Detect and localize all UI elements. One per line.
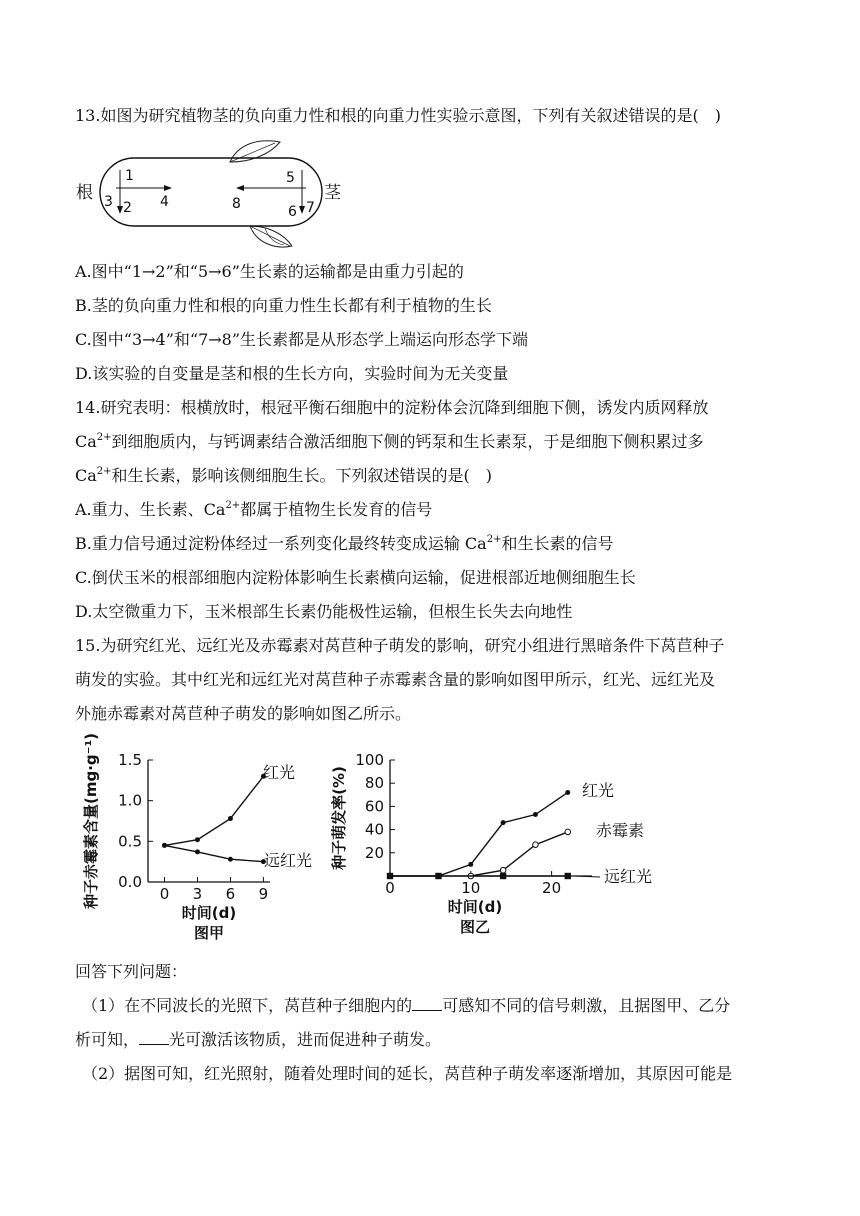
chart-title: 图甲 bbox=[193, 924, 225, 942]
q13-option-c: C.图中“3→4”和“7→8”生长素都是从形态学上端运向形态学下端 bbox=[75, 330, 529, 349]
q15-stem-line2: 萌发的实验。其中红光和远红光对莴苣种子赤霉素含量的影响如图甲所示，红光、远红光及 bbox=[75, 670, 716, 689]
series-line bbox=[164, 776, 263, 845]
q15-part1-line2: 析可知， 光可激活该物质，进而促进种子萌发。 bbox=[75, 1030, 442, 1049]
lower-leaf-icon bbox=[250, 226, 292, 247]
data-point bbox=[533, 812, 538, 817]
y-tick-label: 80 bbox=[364, 774, 384, 793]
label-6: 6 bbox=[288, 204, 297, 220]
arrow-3-4-head bbox=[164, 185, 172, 191]
q14-option-d: D.太空微重力下，玉米根部生长素仍能极性运输，但根生长失去向地性 bbox=[75, 602, 573, 621]
series-line bbox=[390, 792, 568, 876]
gravitropism-diagram bbox=[70, 136, 360, 254]
data-point bbox=[228, 857, 233, 862]
data-point bbox=[162, 843, 167, 848]
x-tick-label: 10 bbox=[461, 879, 481, 897]
x-tick-label: 20 bbox=[542, 879, 562, 897]
q15-stem-line3: 外施赤霉素对莴苣种子萌发的影响如图乙所示。 bbox=[75, 704, 412, 723]
data-point bbox=[195, 849, 200, 854]
q15-part1-line1: （1）在不同波长的光照下，莴苣种子细胞内的 可感知不同的信号刺激，且据图甲、乙分 bbox=[82, 996, 731, 1015]
y-tick-label: 60 bbox=[364, 797, 384, 816]
data-point bbox=[533, 842, 539, 848]
data-point bbox=[387, 873, 393, 879]
label-5: 5 bbox=[286, 170, 295, 186]
y-tick-label: 0.5 bbox=[118, 832, 142, 851]
series-label: 红光 bbox=[263, 763, 296, 782]
chart-jia bbox=[80, 730, 330, 945]
y-axis-label: 种子赤霉素含量(mg·g⁻¹) bbox=[82, 732, 100, 910]
series-label: 远红光 bbox=[264, 851, 313, 870]
label-3: 3 bbox=[104, 194, 113, 210]
data-point bbox=[501, 820, 506, 825]
q13-option-a: A.图中“1→2”和“5→6”生长素的运输都是由重力引起的 bbox=[75, 262, 464, 281]
y-tick-label: 20 bbox=[364, 843, 384, 862]
x-tick-label: 6 bbox=[225, 885, 236, 903]
series-label: 赤霉素 bbox=[596, 821, 645, 840]
arrow-7-8-head bbox=[236, 185, 244, 191]
x-tick-label: 3 bbox=[192, 885, 203, 903]
q14-stem-line3: $Ca^{2+}$和生长素，影响该侧细胞生长。下列叙述错误的是( ) bbox=[75, 465, 493, 485]
data-point bbox=[500, 867, 506, 873]
x-tick-label: 9 bbox=[258, 885, 269, 903]
label-2: 2 bbox=[123, 200, 132, 216]
y-tick-label: 40 bbox=[364, 820, 384, 839]
x-axis-label: 时间(d) bbox=[181, 904, 237, 922]
x-tick-label: 0 bbox=[159, 885, 170, 903]
x-tick-label: 0 bbox=[385, 879, 395, 897]
q14-option-b: B.重力信号通过淀粉体经过一系列变化最终转变成运输 $Ca^{2+}$和生长素的信号 bbox=[75, 533, 614, 553]
q14-stem-line1: 14.研究表明：根横放时，根冠平衡石细胞中的淀粉体会沉降到细胞下侧，诱发内质网释放 bbox=[75, 398, 709, 417]
q14-stem-line2: $Ca^{2+}$到细胞质内，与钙调素结合激活细胞下侧的钙泵和生长素泵，于是细胞下侧积累过多 bbox=[75, 431, 704, 451]
series-leader bbox=[574, 876, 600, 877]
label-1: 1 bbox=[125, 168, 134, 184]
y-tick-label: 0.0 bbox=[118, 873, 142, 891]
root-label: 根 bbox=[76, 183, 93, 203]
label-4: 4 bbox=[160, 194, 169, 210]
chart-title: 图乙 bbox=[459, 918, 491, 936]
q15-part2-line1: （2）据图可知，红光照射，随着处理时间的延长，莴苣种子萌发率逐渐增加，其原因可能是 bbox=[82, 1064, 733, 1083]
label-8: 8 bbox=[232, 196, 241, 212]
upper-leaf-icon bbox=[230, 141, 280, 162]
data-point bbox=[565, 829, 571, 835]
data-point bbox=[195, 837, 200, 842]
y-tick-label: 1.0 bbox=[118, 791, 142, 810]
data-point bbox=[565, 790, 570, 795]
q13-option-b: B.茎的负向重力性和根的向重力性生长都有利于植物的生长 bbox=[75, 296, 492, 315]
series-label: 红光 bbox=[582, 781, 615, 800]
series-line bbox=[471, 832, 568, 876]
data-point bbox=[500, 873, 506, 879]
arrow-5-6-head bbox=[299, 206, 305, 214]
q15-answer-intro: 回答下列问题： bbox=[75, 962, 188, 981]
stem-label: 茎 bbox=[324, 183, 341, 203]
data-point bbox=[435, 873, 441, 879]
q14-option-c: C.倒伏玉米的根部细胞内淀粉体影响生长素横向运输，促进根部近地侧细胞生长 bbox=[75, 568, 636, 587]
q15-stem-line1: 15.为研究红光、远红光及赤霉素对莴苣种子萌发的影响，研究小组进行黑暗条件下莴苣种子 bbox=[75, 636, 725, 655]
series-label: 远红光 bbox=[604, 867, 653, 886]
series-line bbox=[164, 845, 263, 861]
data-point bbox=[468, 862, 473, 867]
y-tick-label: 1.5 bbox=[118, 751, 142, 769]
q14-option-a: A.重力、生长素、$Ca^{2+}$都属于植物生长发育的信号 bbox=[75, 499, 433, 519]
x-axis-label: 时间(d) bbox=[447, 898, 503, 916]
chart-yi bbox=[330, 730, 670, 945]
answer-blank-2[interactable] bbox=[139, 1030, 169, 1045]
answer-blank-1[interactable] bbox=[412, 996, 442, 1011]
data-point bbox=[565, 873, 571, 879]
y-tick-label: 100 bbox=[355, 751, 384, 769]
data-point bbox=[228, 816, 233, 821]
label-7: 7 bbox=[306, 200, 315, 216]
q13-stem: 13.如图为研究植物茎的负向重力性和根的向重力性实验示意图，下列有关叙述错误的是( ) bbox=[75, 106, 721, 125]
y-axis-label: 种子萌发率(%) bbox=[330, 766, 348, 870]
q13-option-d: D.该实验的自变量是茎和根的生长方向，实验时间为无关变量 bbox=[75, 364, 509, 383]
